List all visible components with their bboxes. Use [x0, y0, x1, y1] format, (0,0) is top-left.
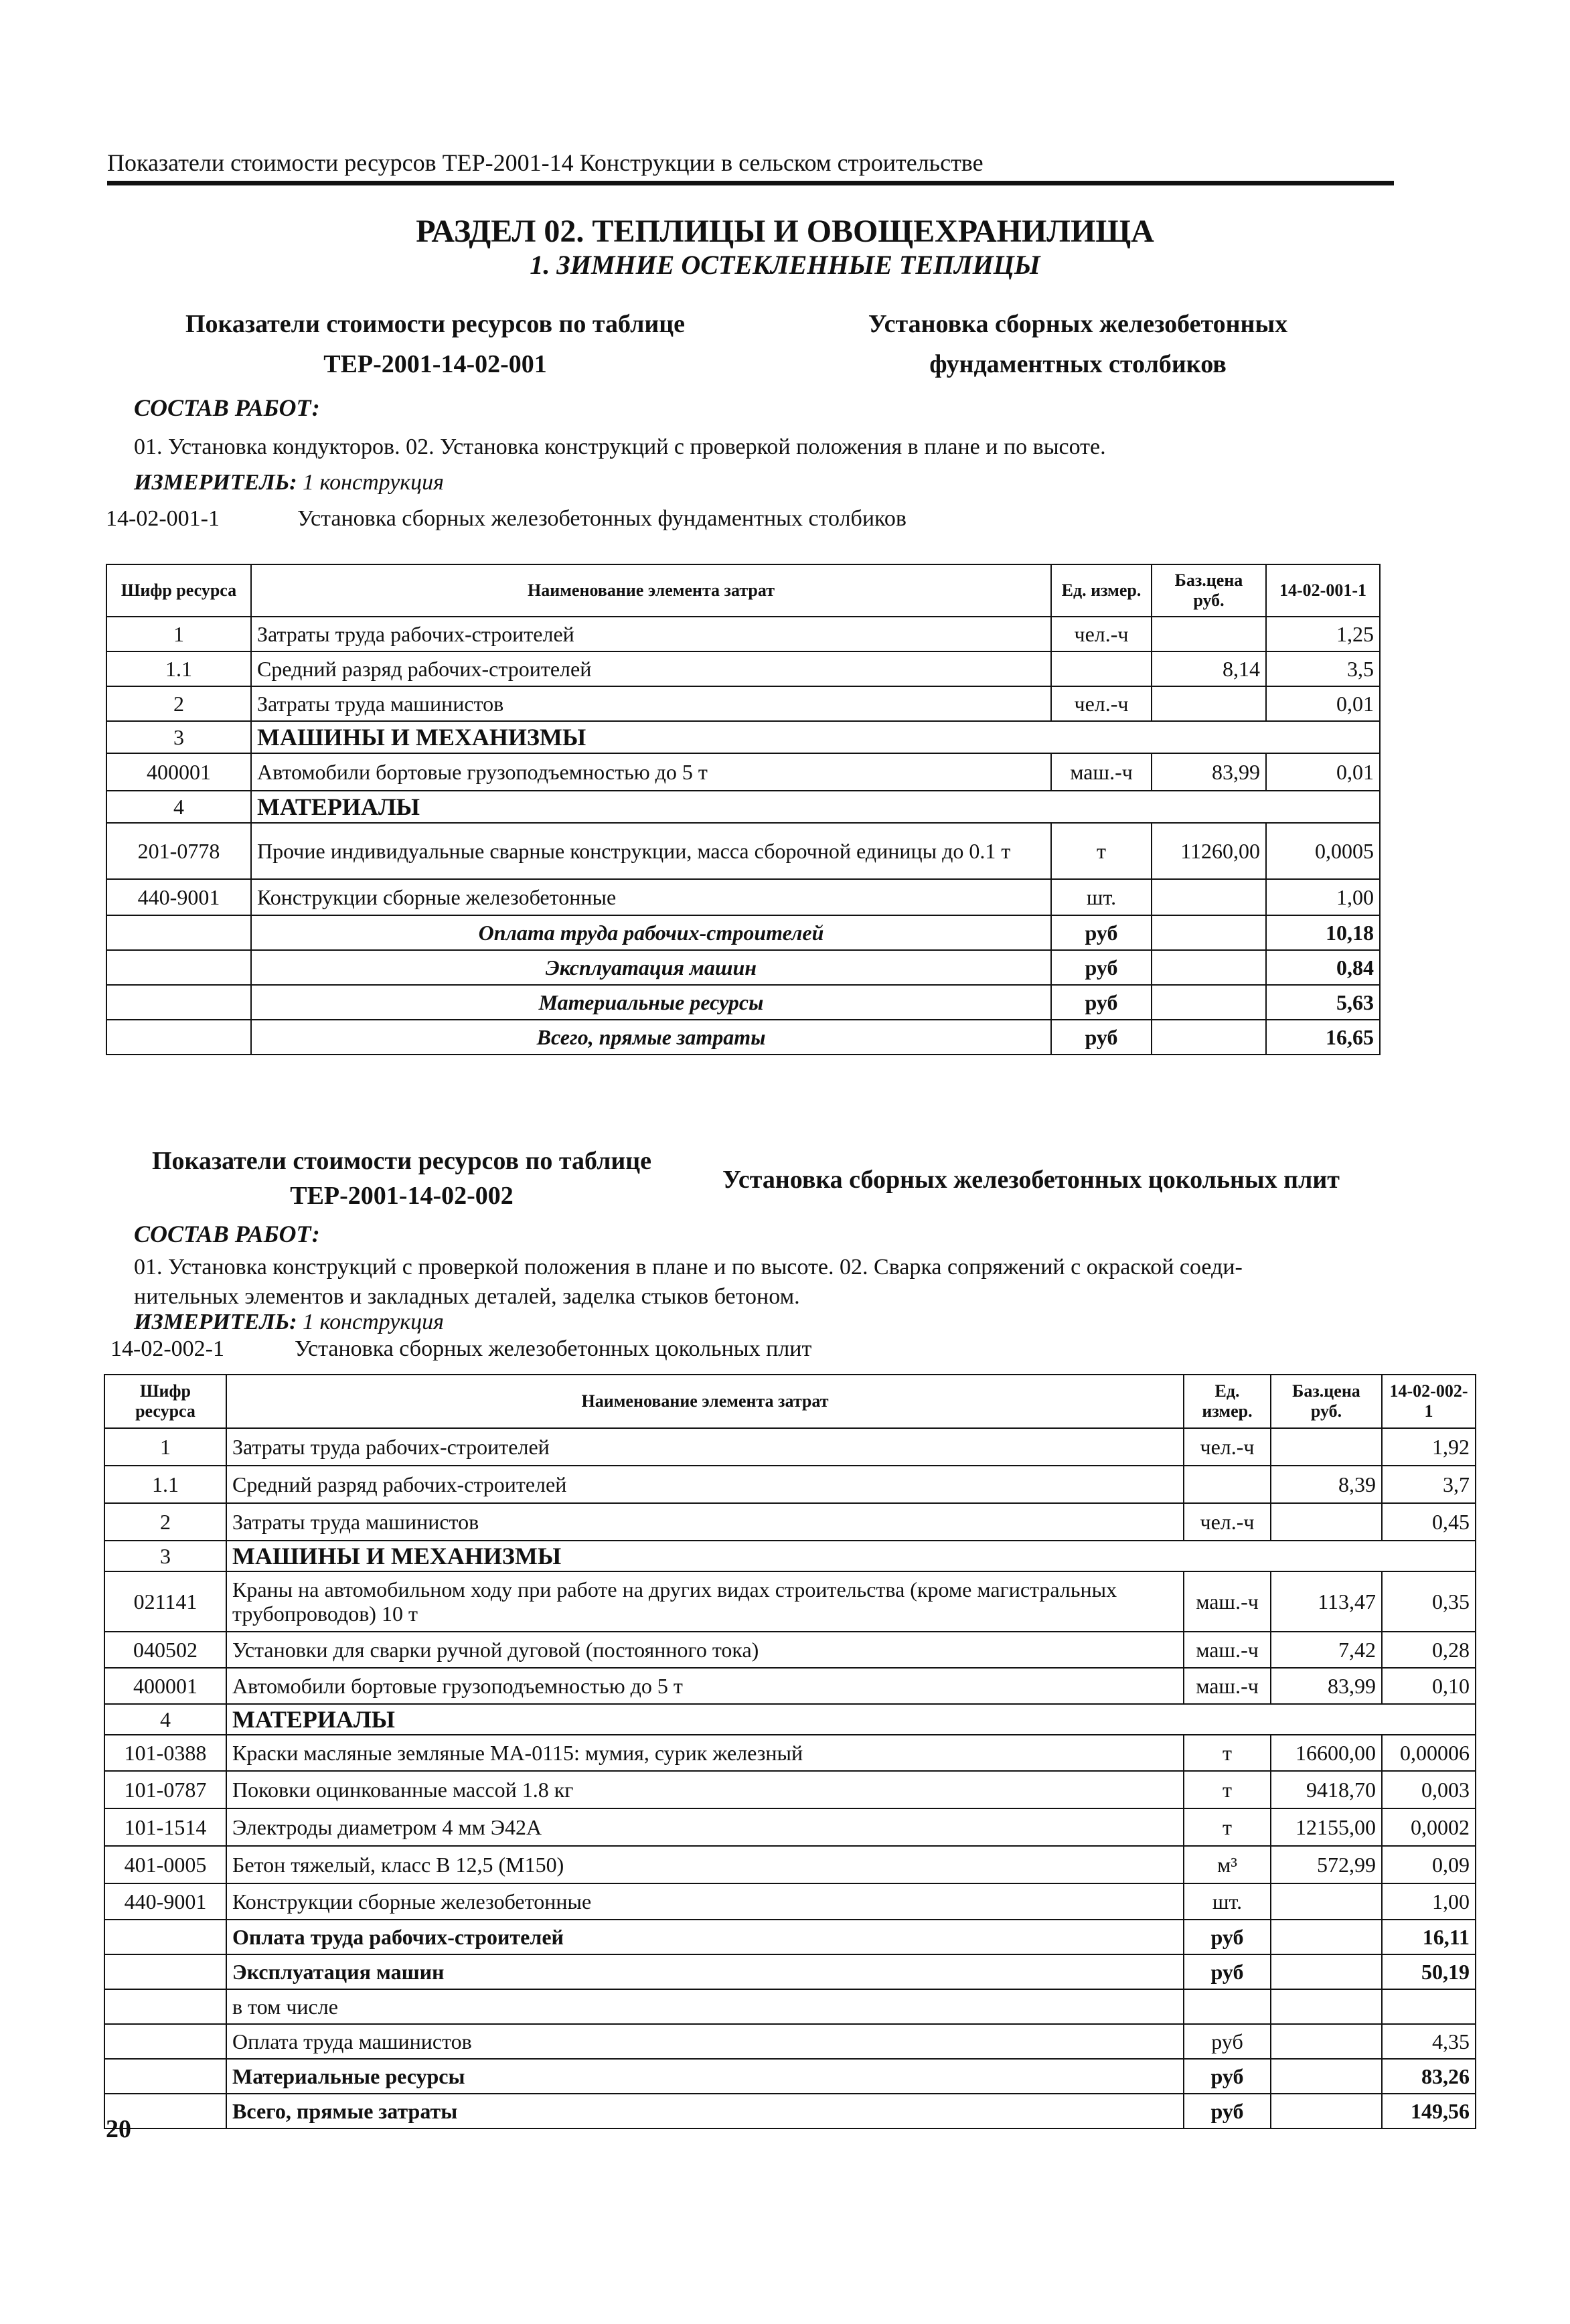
cell-price — [1152, 879, 1266, 915]
table1-meter-label: ИЗМЕРИТЕЛЬ: — [134, 470, 297, 495]
cell-empty — [1152, 985, 1266, 1020]
cell-value — [1382, 1989, 1476, 2024]
cell-empty — [1271, 2024, 1382, 2059]
total-row — [104, 1989, 1476, 2024]
section-row — [106, 721, 1380, 753]
cell-section-name: МАШИНЫ И МЕХАНИЗМЫ — [226, 1541, 1476, 1571]
cell-value: 0,35 — [1382, 1571, 1476, 1632]
cell-price — [1271, 1428, 1382, 1466]
cell-total-name: Всего, прямые затраты — [226, 2094, 1184, 2128]
cell-empty — [1152, 950, 1266, 985]
col-header-name: Наименование элемента затрат — [251, 564, 1051, 617]
cell-unit: руб — [1051, 985, 1152, 1020]
cell-code: 3 — [106, 721, 251, 753]
total-row — [106, 985, 1380, 1020]
cell-unit: маш.-ч — [1184, 1668, 1271, 1704]
cell-unit: чел.-ч — [1051, 617, 1152, 651]
table-row — [106, 651, 1380, 686]
cell-value: 5,63 — [1266, 985, 1380, 1020]
cell-code: 4 — [104, 1704, 226, 1735]
cell-unit: т — [1184, 1771, 1271, 1808]
col-header-code: Шифр ресурса — [106, 564, 251, 617]
cell-empty — [106, 950, 251, 985]
table2-meter-value: 1 конструкция — [303, 1310, 444, 1334]
cell-section-name: МАТЕРИАЛЫ — [226, 1704, 1476, 1735]
total-row — [104, 1954, 1476, 1989]
table1-works-text: 01. Установка кондукторов. 02. Установка конструкций с проверкой положения в плане и по высоте. — [134, 435, 1106, 459]
cell-code: 021141 — [104, 1571, 226, 1632]
cell-unit: чел.-ч — [1051, 686, 1152, 721]
cell-unit: т — [1184, 1808, 1271, 1846]
col-header-price: Баз.цена руб. — [1152, 564, 1266, 617]
cell-empty — [1152, 1020, 1266, 1055]
cell-value: 0,01 — [1266, 686, 1380, 721]
cell-empty — [104, 1954, 226, 1989]
cell-total-name: Оплата труда рабочих-строителей — [251, 915, 1051, 950]
running-header: Показатели стоимости ресурсов ТЕР-2001-14 Конструкции в сельском строительстве — [107, 149, 984, 176]
total-row — [104, 1920, 1476, 1954]
cell-value: 0,01 — [1266, 753, 1380, 791]
cell-value: 16,65 — [1266, 1020, 1380, 1055]
cell-empty — [1271, 1989, 1382, 2024]
cell-empty — [104, 1989, 226, 2024]
cell-total-name: Материальные ресурсы — [251, 985, 1051, 1020]
cell-name: Установки для сварки ручной дуговой (постоянного тока) — [226, 1632, 1184, 1668]
subsection-title: 1. ЗИМНИЕ ОСТЕКЛЕННЫЕ ТЕПЛИЦЫ — [530, 250, 1040, 280]
cell-empty — [106, 915, 251, 950]
cell-value: 0,003 — [1382, 1771, 1476, 1808]
table2-works-text-2: нительных элементов и закладных деталей, заделка стыков бетоном. — [134, 1284, 800, 1309]
table-row — [106, 823, 1380, 879]
col-header-price: Баз.цена руб. — [1271, 1375, 1382, 1428]
cell-code: 1.1 — [106, 651, 251, 686]
table1-code-desc: Установка сборных железобетонных фундаментных столбиков — [297, 506, 907, 531]
cell-total-name: Всего, прямые затраты — [251, 1020, 1051, 1055]
cell-empty — [1271, 1954, 1382, 1989]
cell-code: 101-1514 — [104, 1808, 226, 1846]
cell-code: 101-0388 — [104, 1735, 226, 1771]
cell-section-name: МАШИНЫ И МЕХАНИЗМЫ — [251, 721, 1380, 753]
cell-unit: руб — [1184, 2024, 1271, 2059]
cell-code: 101-0787 — [104, 1771, 226, 1808]
cell-unit: шт. — [1184, 1883, 1271, 1920]
cell-value: 50,19 — [1382, 1954, 1476, 1989]
cell-price: 113,47 — [1271, 1571, 1382, 1632]
cell-price: 16600,00 — [1271, 1735, 1382, 1771]
cell-value: 16,11 — [1382, 1920, 1476, 1954]
cell-code: 1 — [106, 617, 251, 651]
cell-name: Затраты труда машинистов — [251, 686, 1051, 721]
table-row — [104, 1883, 1476, 1920]
header-rule — [107, 181, 1394, 185]
cell-price — [1271, 1503, 1382, 1541]
table1-header-row — [106, 564, 1380, 617]
cell-value: 1,25 — [1266, 617, 1380, 651]
cell-empty — [106, 985, 251, 1020]
col-header-name: Наименование элемента затрат — [226, 1375, 1184, 1428]
cell-code: 440-9001 — [106, 879, 251, 915]
table1-caption-left-2: ТЕР-2001-14-02-001 — [323, 350, 547, 378]
table2-meter-label: ИЗМЕРИТЕЛЬ: — [134, 1310, 297, 1334]
cell-value: 3,7 — [1382, 1466, 1476, 1503]
table1-caption-right-2: фундаментных столбиков — [929, 350, 1227, 378]
table2-caption-left-1: Показатели стоимости ресурсов по таблице — [151, 1147, 652, 1175]
cell-name: Автомобили бортовые грузоподъемностью до 5 т — [226, 1668, 1184, 1704]
cell-unit: чел.-ч — [1184, 1428, 1271, 1466]
section-row — [106, 791, 1380, 823]
cell-empty — [104, 1920, 226, 1954]
cell-price: 11260,00 — [1152, 823, 1266, 879]
cell-name: Средний разряд рабочих-строителей — [226, 1466, 1184, 1503]
cell-name: Краски масляные земляные МА-0115: мумия, сурик железный — [226, 1735, 1184, 1771]
table2-caption-right: Установка сборных железобетонных цокольных плит — [722, 1166, 1340, 1194]
cell-unit: м³ — [1184, 1846, 1271, 1883]
section-row — [104, 1704, 1476, 1735]
table2-code: 14-02-002-1 — [110, 1336, 224, 1361]
cell-code: 440-9001 — [104, 1883, 226, 1920]
table2-code-desc: Установка сборных железобетонных цокольных плит — [295, 1336, 812, 1361]
table-row — [106, 753, 1380, 791]
cell-value: 1,92 — [1382, 1428, 1476, 1466]
cell-unit: руб — [1184, 2094, 1271, 2128]
cell-code: 400001 — [104, 1668, 226, 1704]
cell-unit: маш.-ч — [1051, 753, 1152, 791]
cell-name: Средний разряд рабочих-строителей — [251, 651, 1051, 686]
col-header-code: Шифр ресурса — [104, 1375, 226, 1428]
total-row — [106, 1020, 1380, 1055]
total-row — [104, 2024, 1476, 2059]
cell-price: 572,99 — [1271, 1846, 1382, 1883]
cell-price — [1152, 617, 1266, 651]
cell-value: 0,10 — [1382, 1668, 1476, 1704]
cell-value: 0,00006 — [1382, 1735, 1476, 1771]
cell-code: 401-0005 — [104, 1846, 226, 1883]
cell-total-name: Оплата труда рабочих-строителей — [226, 1920, 1184, 1954]
table1-code: 14-02-001-1 — [106, 506, 220, 531]
cell-section-name: МАТЕРИАЛЫ — [251, 791, 1380, 823]
cell-total-name: Материальные ресурсы — [226, 2059, 1184, 2094]
cell-name: Поковки оцинкованные массой 1.8 кг — [226, 1771, 1184, 1808]
cell-empty — [104, 2024, 226, 2059]
cell-unit: шт. — [1051, 879, 1152, 915]
cell-code: 2 — [104, 1503, 226, 1541]
cell-empty — [106, 1020, 251, 1055]
table1-caption-right-1: Установка сборных железобетонных — [868, 310, 1288, 338]
cell-empty — [1152, 915, 1266, 950]
cell-code: 4 — [106, 791, 251, 823]
table-row — [104, 1771, 1476, 1808]
cell-unit: чел.-ч — [1184, 1503, 1271, 1541]
cell-price — [1152, 686, 1266, 721]
cell-name: Бетон тяжелый, класс В 12,5 (М150) — [226, 1846, 1184, 1883]
cell-code: 040502 — [104, 1632, 226, 1668]
cell-name: Краны на автомобильном ходу при работе на других видах строительства (кроме магистральных трубопроводов) 10 т — [226, 1571, 1184, 1632]
cell-value: 0,0002 — [1382, 1808, 1476, 1846]
cell-unit: руб — [1184, 1920, 1271, 1954]
cell-unit: маш.-ч — [1184, 1571, 1271, 1632]
table1-works-label: СОСТАВ РАБОТ: — [134, 394, 320, 421]
col-header-unit: Ед. измер. — [1184, 1375, 1271, 1428]
cell-value: 10,18 — [1266, 915, 1380, 950]
cell-code: 1 — [104, 1428, 226, 1466]
total-row — [104, 2094, 1476, 2128]
table2-header-row — [104, 1375, 1476, 1428]
cell-unit — [1184, 1466, 1271, 1503]
cell-code: 3 — [104, 1541, 226, 1571]
cell-name: Затраты труда рабочих-строителей — [251, 617, 1051, 651]
col-header-unit: Ед. измер. — [1051, 564, 1152, 617]
cell-total-name: Эксплуатация машин — [226, 1954, 1184, 1989]
table-row — [106, 879, 1380, 915]
table-row — [104, 1632, 1476, 1668]
cell-total-name: в том числе — [226, 1989, 1184, 2024]
cell-value: 0,09 — [1382, 1846, 1476, 1883]
section-row — [104, 1541, 1476, 1571]
cell-code: 2 — [106, 686, 251, 721]
cell-code: 201-0778 — [106, 823, 251, 879]
cell-price — [1271, 1883, 1382, 1920]
cell-price: 7,42 — [1271, 1632, 1382, 1668]
cell-value: 1,00 — [1382, 1883, 1476, 1920]
table-row — [104, 1571, 1476, 1632]
table1 — [106, 564, 1381, 1055]
cell-total-name: Эксплуатация машин — [251, 950, 1051, 985]
cell-name: Электроды диаметром 4 мм Э42А — [226, 1808, 1184, 1846]
cell-unit: руб — [1051, 950, 1152, 985]
cell-name: Затраты труда машинистов — [226, 1503, 1184, 1541]
table-row — [104, 1503, 1476, 1541]
table2-works-text-1: 01. Установка конструкций с проверкой положения в плане и по высоте. 02. Сварка сопряжений с окраской соеди- — [134, 1255, 1243, 1280]
table-row — [104, 1808, 1476, 1846]
cell-value: 1,00 — [1266, 879, 1380, 915]
table-row — [106, 686, 1380, 721]
table-row — [104, 1846, 1476, 1883]
cell-unit: руб — [1051, 915, 1152, 950]
col-header-value: 14-02-002-1 — [1382, 1375, 1476, 1428]
cell-value: 4,35 — [1382, 2024, 1476, 2059]
cell-unit: т — [1051, 823, 1152, 879]
cell-empty — [104, 2059, 226, 2094]
table2 — [104, 1374, 1476, 2129]
cell-value: 0,45 — [1382, 1503, 1476, 1541]
table-row — [104, 1428, 1476, 1466]
cell-name: Затраты труда рабочих-строителей — [226, 1428, 1184, 1466]
cell-value: 3,5 — [1266, 651, 1380, 686]
cell-name: Прочие индивидуальные сварные конструкции, масса сборочной единицы до 0.1 т — [251, 823, 1051, 879]
cell-unit: руб — [1051, 1020, 1152, 1055]
table-row — [104, 1668, 1476, 1704]
table2-works-label: СОСТАВ РАБОТ: — [134, 1221, 320, 1247]
page-number: 20 — [106, 2115, 131, 2143]
cell-name: Конструкции сборные железобетонные — [251, 879, 1051, 915]
section-title: РАЗДЕЛ 02. ТЕПЛИЦЫ И ОВОЩЕХРАНИЛИЩА — [416, 214, 1154, 249]
total-row — [104, 2059, 1476, 2094]
table-row — [104, 1466, 1476, 1503]
cell-unit: маш.-ч — [1184, 1632, 1271, 1668]
cell-empty — [1271, 2059, 1382, 2094]
table1-caption-left-1: Показатели стоимости ресурсов по таблице — [185, 310, 686, 338]
cell-price: 83,99 — [1152, 753, 1266, 791]
cell-total-name: Оплата труда машинистов — [226, 2024, 1184, 2059]
cell-unit — [1184, 1989, 1271, 2024]
cell-price: 83,99 — [1271, 1668, 1382, 1704]
table1-meter-value: 1 конструкция — [303, 470, 444, 495]
cell-name: Автомобили бортовые грузоподъемностью до 5 т — [251, 753, 1051, 791]
table2-meter — [134, 1310, 444, 1335]
total-row — [106, 950, 1380, 985]
cell-empty — [1271, 1920, 1382, 1954]
cell-value: 0,28 — [1382, 1632, 1476, 1668]
cell-price: 9418,70 — [1271, 1771, 1382, 1808]
col-header-value: 14-02-001-1 — [1266, 564, 1380, 617]
cell-price: 12155,00 — [1271, 1808, 1382, 1846]
cell-value: 0,0005 — [1266, 823, 1380, 879]
table-row — [104, 1735, 1476, 1771]
table1-meter — [134, 470, 444, 495]
cell-unit — [1051, 651, 1152, 686]
cell-code: 400001 — [106, 753, 251, 791]
table-row — [106, 617, 1380, 651]
cell-unit: руб — [1184, 1954, 1271, 1989]
cell-value: 0,84 — [1266, 950, 1380, 985]
cell-value: 83,26 — [1382, 2059, 1476, 2094]
cell-value: 149,56 — [1382, 2094, 1476, 2128]
cell-name: Конструкции сборные железобетонные — [226, 1883, 1184, 1920]
cell-price: 8,14 — [1152, 651, 1266, 686]
cell-unit: руб — [1184, 2059, 1271, 2094]
table2-caption-left-2: ТЕР-2001-14-02-002 — [290, 1182, 514, 1210]
cell-empty — [1271, 2094, 1382, 2128]
cell-code: 1.1 — [104, 1466, 226, 1503]
total-row — [106, 915, 1380, 950]
cell-price: 8,39 — [1271, 1466, 1382, 1503]
cell-unit: т — [1184, 1735, 1271, 1771]
